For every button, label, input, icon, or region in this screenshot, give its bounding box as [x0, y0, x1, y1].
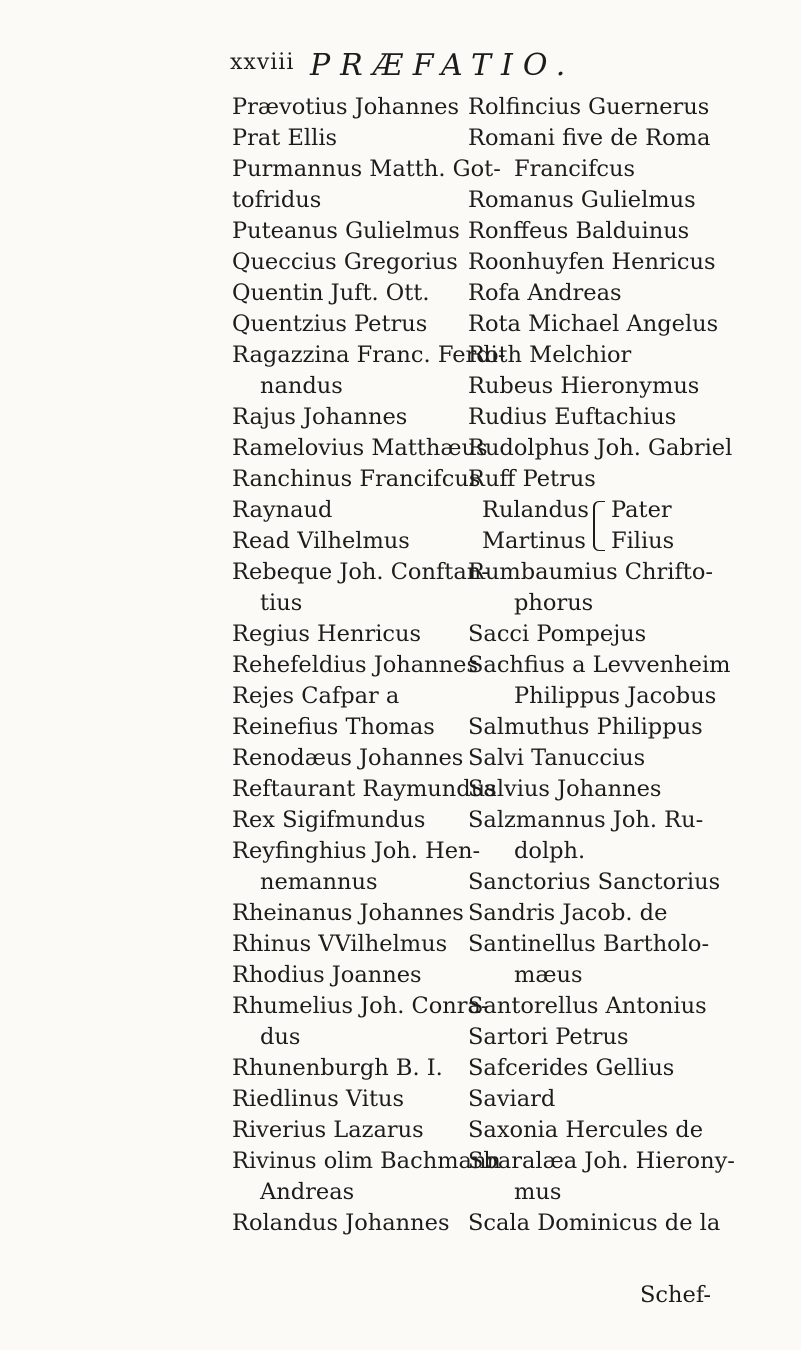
index-entry: Romanus Gulielmus: [468, 187, 696, 213]
bracket-surname-1: Rulandus: [482, 497, 589, 523]
index-entry: Santinellus Bartholo-: [468, 931, 710, 957]
index-entry: Rudius Euftachius: [468, 404, 677, 430]
index-entry: Rivinus olim Bachmann: [232, 1148, 501, 1174]
index-entry: mus: [514, 1179, 562, 1205]
index-entry: Rhodius Joannes: [232, 962, 422, 988]
index-entry: Scala Dominicus de la: [468, 1210, 721, 1236]
index-entry: Philippus Jacobus: [514, 683, 717, 709]
index-entry: Prat Ellis: [232, 125, 338, 151]
index-entry: Sartori Petrus: [468, 1024, 629, 1050]
bracket-surname-2: Martinus: [482, 528, 586, 554]
index-entry: Salmuthus Philippus: [468, 714, 703, 740]
index-entry: Rumbaumius Chrifto-: [468, 559, 713, 585]
right-column-bottom: [468, 557, 801, 1239]
running-title: PRÆFATIO.: [310, 48, 576, 83]
index-entry: Andreas: [260, 1179, 355, 1205]
index-entry: Queccius Gregorius: [232, 249, 458, 275]
index-entry: Read Vilhelmus: [232, 528, 410, 554]
index-entry: tofridus: [232, 187, 322, 213]
page-header: [230, 48, 690, 98]
index-entry: Safcerides Gellius: [468, 1055, 675, 1081]
index-entry: Purmannus Matth. Got-: [232, 156, 501, 182]
index-entry: Ranchinus Francifcus: [232, 466, 481, 492]
index-entry: Reinefius Thomas: [232, 714, 435, 740]
brace-mark: [593, 501, 605, 551]
index-entry: dus: [260, 1024, 301, 1050]
index-entry: Quentzius Petrus: [232, 311, 428, 337]
index-entry: Puteanus Gulielmus: [232, 218, 460, 244]
index-entry: Rota Michael Angelus: [468, 311, 719, 337]
index-entry: Renodæus Johannes: [232, 745, 464, 771]
index-entry: nemannus: [260, 869, 378, 895]
index-entry: Salvi Tanuccius: [468, 745, 646, 771]
index-entry: Ruff Petrus: [468, 466, 596, 492]
right-column-top: [468, 92, 801, 495]
index-entry: Rolandus Johannes: [232, 1210, 450, 1236]
index-entry: phorus: [514, 590, 594, 616]
index-entry: Rehefeldius Johannes: [232, 652, 479, 678]
index-entry: Rofa Andreas: [468, 280, 622, 306]
page-number: xxviii: [230, 50, 295, 75]
index-entry: Francifcus: [514, 156, 636, 182]
index-entry: Rhumelius Joh. Conra-: [232, 993, 489, 1019]
bracketed-entry: [468, 495, 801, 557]
index-entry: Salzmannus Joh. Ru-: [468, 807, 704, 833]
index-entry: Sanctorius Sanctorius: [468, 869, 721, 895]
index-entry: Romani five de Roma: [468, 125, 711, 151]
index-entry: Rolfincius Guernerus: [468, 94, 710, 120]
index-entry: Sachfius a Levvenheim: [468, 652, 731, 678]
index-entry: Reyfinghius Joh. Hen-: [232, 838, 481, 864]
index-entry: Salvius Johannes: [468, 776, 662, 802]
index-entry: Ramelovius Matthæus: [232, 435, 488, 461]
bracket-given-1: Pater: [610, 497, 672, 523]
index-entry: tius: [260, 590, 303, 616]
index-entry: Prævotius Johannes: [232, 94, 460, 120]
index-entry: Rebeque Joh. Conftan-: [232, 559, 489, 585]
index-entry: Rex Sigifmundus: [232, 807, 426, 833]
index-entry: mæus: [514, 962, 583, 988]
index-entry: Sandris Jacob. de: [468, 900, 668, 926]
index-entry: Roonhuyfen Henricus: [468, 249, 716, 275]
index-entry: Ronffeus Balduinus: [468, 218, 690, 244]
index-entry: Roth Melchior: [468, 342, 632, 368]
index-entry: Sbaralæa Joh. Hierony-: [468, 1148, 735, 1174]
index-entry: Rudolphus Joh. Gabriel: [468, 435, 733, 461]
index-entry: nandus: [260, 373, 343, 399]
catchword: Schef-: [640, 1282, 711, 1308]
index-entry: Regius Henricus: [232, 621, 422, 647]
index-entry: Sacci Pompejus: [468, 621, 647, 647]
index-entry: Santorellus Antonius: [468, 993, 707, 1019]
index-entry: Rubeus Hieronymus: [468, 373, 700, 399]
index-entry: Ragazzina Franc. Ferdi-: [232, 342, 506, 368]
index-entry: Rhunenburgh B. I.: [232, 1055, 443, 1081]
index-entry: Riedlinus Vitus: [232, 1086, 405, 1112]
index-entry: Raynaud: [232, 497, 333, 523]
index-entry: dolph.: [514, 838, 586, 864]
index-entry: Rejes Cafpar a: [232, 683, 400, 709]
right-column: [468, 92, 801, 1239]
index-entry: Saxonia Hercules de: [468, 1117, 704, 1143]
index-entry: Rhinus VVilhelmus: [232, 931, 448, 957]
index-entry: Rajus Johannes: [232, 404, 408, 430]
index-entry: Reftaurant Raymundus: [232, 776, 497, 802]
index-entry: Riverius Lazarus: [232, 1117, 424, 1143]
index-entry: Quentin Juft. Ott.: [232, 280, 430, 306]
index-entry: Rheinanus Johannes: [232, 900, 464, 926]
index-entry: Saviard: [468, 1086, 556, 1112]
bracket-given-2: Filius: [610, 528, 675, 554]
